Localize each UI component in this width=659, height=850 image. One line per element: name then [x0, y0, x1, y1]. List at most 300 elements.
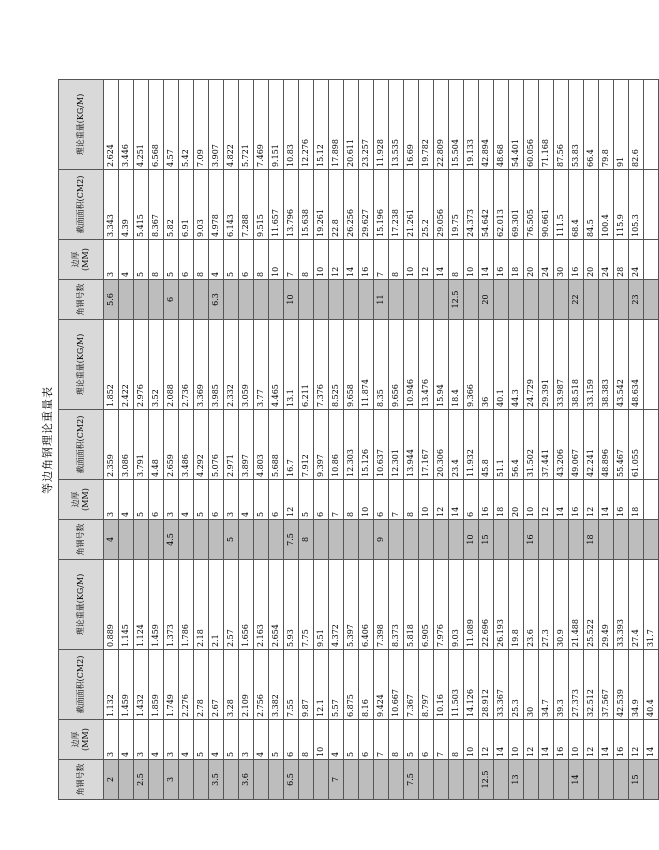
- weight-cell: 21.488: [569, 560, 584, 650]
- area-cell: 56.4: [509, 410, 524, 480]
- weight-cell: 1.373: [164, 560, 179, 650]
- thickness-cell: 5: [224, 240, 239, 280]
- weight-cell: 2.088: [164, 320, 179, 410]
- angle-number-cell: [269, 280, 284, 320]
- table-row: [209, 80, 224, 800]
- angle-number-cell: [434, 760, 449, 800]
- table-row: [299, 80, 314, 800]
- area-cell: 15.196: [374, 170, 389, 240]
- area-cell: 4.292: [194, 410, 209, 480]
- thickness-cell: 5: [404, 720, 419, 760]
- area-cell: 7.288: [239, 170, 254, 240]
- angle-number-cell: 10: [464, 520, 479, 560]
- angle-number-cell: [134, 520, 149, 560]
- weight-cell: 38.383: [599, 320, 614, 410]
- angle-number-cell: 6.3: [209, 280, 224, 320]
- weight-cell: 54.401: [509, 80, 524, 170]
- thickness-cell: 6: [179, 240, 194, 280]
- angle-number-cell: 3.5: [209, 760, 224, 800]
- table-row: [644, 80, 659, 800]
- weight-cell: 2.18: [194, 560, 209, 650]
- thickness-cell: 24: [599, 240, 614, 280]
- thickness-cell: 6: [419, 720, 434, 760]
- thickness-cell: 6: [374, 480, 389, 520]
- area-cell: 2.109: [239, 650, 254, 720]
- thickness-cell: 10: [419, 480, 434, 520]
- area-cell: 4.978: [209, 170, 224, 240]
- weight-cell: 31.7: [644, 560, 659, 650]
- angle-number-cell: [419, 520, 434, 560]
- thickness-cell: 3: [224, 480, 239, 520]
- angle-number-cell: [119, 280, 134, 320]
- area-cell: 14.126: [464, 650, 479, 720]
- angle-number-cell: [584, 280, 599, 320]
- area-cell: 3.897: [239, 410, 254, 480]
- area-cell: 1.459: [119, 650, 134, 720]
- table-row: [539, 80, 554, 800]
- angle-number-cell: [314, 520, 329, 560]
- thickness-cell: 18: [494, 480, 509, 520]
- area-cell: 48.896: [599, 410, 614, 480]
- angle-number-cell: 23: [629, 280, 644, 320]
- angle-number-cell: [344, 280, 359, 320]
- thickness-cell: 10: [464, 720, 479, 760]
- weight-cell: 79.8: [599, 80, 614, 170]
- angle-number-cell: [404, 520, 419, 560]
- angle-number-cell: [269, 520, 284, 560]
- thickness-cell: 10: [509, 720, 524, 760]
- weight-cell: 2.422: [119, 320, 134, 410]
- area-cell: 45.8: [479, 410, 494, 480]
- thickness-cell: 6: [269, 480, 284, 520]
- angle-number-cell: 2: [104, 760, 119, 800]
- thickness-cell: 4: [149, 720, 164, 760]
- weight-cell: 8.525: [329, 320, 344, 410]
- angle-number-cell: [119, 520, 134, 560]
- weight-cell: 4.57: [164, 80, 179, 170]
- angle-number-cell: 4.5: [164, 520, 179, 560]
- weight-cell: 3.985: [209, 320, 224, 410]
- angle-number-cell: [239, 520, 254, 560]
- weight-cell: 2.624: [104, 80, 119, 170]
- area-cell: 20.306: [434, 410, 449, 480]
- weight-cell: 33.159: [584, 320, 599, 410]
- thickness-cell: 7: [389, 480, 404, 520]
- weight-cell: 3.77: [254, 320, 269, 410]
- area-cell: [644, 170, 659, 240]
- area-cell: 3.28: [224, 650, 239, 720]
- weight-cell: 71.168: [539, 80, 554, 170]
- area-cell: 33.367: [494, 650, 509, 720]
- area-cell: 5.076: [209, 410, 224, 480]
- thickness-cell: 6: [284, 720, 299, 760]
- thickness-cell: 8: [254, 240, 269, 280]
- thickness-cell: 7: [374, 720, 389, 760]
- area-cell: 8.797: [419, 650, 434, 720]
- angle-number-cell: 4: [104, 520, 119, 560]
- table-row: [419, 80, 434, 800]
- angle-number-cell: [419, 760, 434, 800]
- weight-cell: 43.542: [614, 320, 629, 410]
- weight-cell: 15.94: [434, 320, 449, 410]
- angle-number-cell: 18: [584, 520, 599, 560]
- angle-number-cell: 15: [629, 760, 644, 800]
- weight-cell: 17.898: [329, 80, 344, 170]
- angle-number-cell: [599, 280, 614, 320]
- angle-number-cell: [419, 280, 434, 320]
- weight-cell: 29.391: [539, 320, 554, 410]
- angle-number-cell: [554, 760, 569, 800]
- table-row: [374, 80, 389, 800]
- column-header: 理论重量(KG/M): [59, 560, 104, 650]
- angle-number-cell: [494, 760, 509, 800]
- weight-cell: 2.332: [224, 320, 239, 410]
- thickness-cell: 12: [419, 240, 434, 280]
- weight-cell: 7.469: [254, 80, 269, 170]
- thickness-cell: 10: [269, 240, 284, 280]
- thickness-cell: 6: [314, 480, 329, 520]
- weight-cell: 7.398: [374, 560, 389, 650]
- table-row: [344, 80, 359, 800]
- thickness-cell: 16: [614, 480, 629, 520]
- area-cell: 2.359: [104, 410, 119, 480]
- weight-cell: 16.69: [404, 80, 419, 170]
- column-header: 角钢号数: [59, 760, 104, 800]
- thickness-cell: 5: [194, 720, 209, 760]
- weight-cell: 9.03: [449, 560, 464, 650]
- angle-number-cell: 11: [374, 280, 389, 320]
- area-cell: 17.167: [419, 410, 434, 480]
- thickness-cell: 5: [194, 480, 209, 520]
- column-header: 截面面积(CM2): [59, 170, 104, 240]
- angle-number-cell: [374, 760, 389, 800]
- weight-cell: 66.4: [584, 80, 599, 170]
- angle-number-cell: [644, 280, 659, 320]
- thickness-cell: 24: [629, 240, 644, 280]
- weight-cell: 4.822: [224, 80, 239, 170]
- area-cell: 7.55: [284, 650, 299, 720]
- thickness-cell: 8: [449, 240, 464, 280]
- area-cell: 61.055: [629, 410, 644, 480]
- angle-number-cell: [254, 520, 269, 560]
- weight-cell: 4.372: [329, 560, 344, 650]
- weight-cell: 5.397: [344, 560, 359, 650]
- angle-number-cell: [404, 280, 419, 320]
- thickness-cell: 20: [509, 480, 524, 520]
- thickness-cell: 12: [629, 720, 644, 760]
- angle-number-cell: [314, 280, 329, 320]
- area-cell: 3.791: [134, 410, 149, 480]
- thickness-cell: 8: [299, 720, 314, 760]
- thickness-cell: 18: [629, 480, 644, 520]
- weight-cell: 11.874: [359, 320, 374, 410]
- angle-number-cell: [554, 280, 569, 320]
- area-cell: 39.3: [554, 650, 569, 720]
- angle-number-cell: [629, 520, 644, 560]
- table-row: [569, 80, 584, 800]
- thickness-cell: 14: [344, 240, 359, 280]
- weight-cell: 91: [614, 80, 629, 170]
- area-cell: 4.48: [149, 410, 164, 480]
- angle-number-cell: [569, 520, 584, 560]
- weight-cell: 33.393: [614, 560, 629, 650]
- thickness-cell: 10: [314, 720, 329, 760]
- area-cell: 24.373: [464, 170, 479, 240]
- area-cell: 2.756: [254, 650, 269, 720]
- area-cell: 1.859: [149, 650, 164, 720]
- angle-number-cell: 8: [299, 520, 314, 560]
- angle-number-cell: [599, 520, 614, 560]
- angle-number-cell: [179, 520, 194, 560]
- thickness-cell: 6: [464, 480, 479, 520]
- thickness-cell: 28: [614, 240, 629, 280]
- area-cell: 15.638: [299, 170, 314, 240]
- thickness-cell: 4: [209, 720, 224, 760]
- area-cell: 10.667: [389, 650, 404, 720]
- thickness-cell: 12: [434, 480, 449, 520]
- weight-cell: 42.894: [479, 80, 494, 170]
- table-row: [404, 80, 419, 800]
- table-row: [614, 80, 629, 800]
- weight-cell: 22.809: [434, 80, 449, 170]
- thickness-cell: 16: [554, 720, 569, 760]
- angle-number-cell: [194, 520, 209, 560]
- weight-cell: 24.729: [524, 320, 539, 410]
- area-cell: 5.82: [164, 170, 179, 240]
- thickness-cell: 3: [164, 720, 179, 760]
- angle-number-cell: [329, 280, 344, 320]
- angle-number-cell: 15: [479, 520, 494, 560]
- weight-cell: [644, 320, 659, 410]
- weight-cell: 11.089: [464, 560, 479, 650]
- weight-cell: 1.459: [149, 560, 164, 650]
- thickness-cell: 12: [479, 720, 494, 760]
- angle-number-cell: [149, 760, 164, 800]
- angle-number-cell: [539, 760, 554, 800]
- thickness-cell: 24: [539, 240, 554, 280]
- weight-cell: 15.12: [314, 80, 329, 170]
- column-header: 角钢号数: [59, 520, 104, 560]
- area-cell: 3.086: [119, 410, 134, 480]
- area-cell: 9.03: [194, 170, 209, 240]
- thickness-cell: [644, 240, 659, 280]
- angle-number-cell: 12.5: [449, 280, 464, 320]
- area-cell: 29.056: [434, 170, 449, 240]
- thickness-cell: 16: [569, 240, 584, 280]
- angle-number-cell: [614, 520, 629, 560]
- thickness-cell: 12: [584, 720, 599, 760]
- table-row: [629, 80, 644, 800]
- weight-cell: 5.721: [239, 80, 254, 170]
- weight-cell: 1.786: [179, 560, 194, 650]
- area-cell: 9.515: [254, 170, 269, 240]
- area-cell: [644, 410, 659, 480]
- area-cell: 40.4: [644, 650, 659, 720]
- area-cell: 1.749: [164, 650, 179, 720]
- thickness-cell: 10: [524, 480, 539, 520]
- table-row: [149, 80, 164, 800]
- area-cell: 25.3: [509, 650, 524, 720]
- thickness-cell: 20: [584, 240, 599, 280]
- weight-cell: 11.928: [374, 80, 389, 170]
- thickness-cell: 6: [209, 480, 224, 520]
- thickness-cell: 5: [134, 240, 149, 280]
- weight-cell: 5.42: [179, 80, 194, 170]
- thickness-cell: 4: [239, 480, 254, 520]
- area-cell: 19.75: [449, 170, 464, 240]
- area-cell: 9.424: [374, 650, 389, 720]
- angle-number-cell: [644, 520, 659, 560]
- area-cell: 43.206: [554, 410, 569, 480]
- area-cell: 5.57: [329, 650, 344, 720]
- weight-cell: 23.6: [524, 560, 539, 650]
- weight-cell: 3.369: [194, 320, 209, 410]
- area-cell: 2.659: [164, 410, 179, 480]
- thickness-cell: 7: [374, 240, 389, 280]
- weight-table-sheet: [38, 80, 655, 800]
- angle-number-cell: [254, 280, 269, 320]
- thickness-cell: 8: [389, 720, 404, 760]
- weight-cell: 5.93: [284, 560, 299, 650]
- angle-number-cell: [299, 760, 314, 800]
- area-cell: 17.238: [389, 170, 404, 240]
- area-cell: 9.87: [299, 650, 314, 720]
- area-cell: 42.539: [614, 650, 629, 720]
- area-cell: 37.441: [539, 410, 554, 480]
- angle-number-cell: [359, 520, 374, 560]
- thickness-cell: 7: [434, 720, 449, 760]
- angle-number-cell: 12.5: [479, 760, 494, 800]
- thickness-cell: 8: [389, 240, 404, 280]
- area-cell: 11.503: [449, 650, 464, 720]
- angle-number-cell: [224, 760, 239, 800]
- table-row: [104, 80, 119, 800]
- angle-number-cell: [119, 760, 134, 800]
- angle-number-cell: [614, 280, 629, 320]
- page-title: 等边角钢理论重量表: [38, 80, 58, 800]
- area-cell: 27.373: [569, 650, 584, 720]
- angle-number-cell: [449, 760, 464, 800]
- thickness-cell: 8: [194, 240, 209, 280]
- area-cell: 3.343: [104, 170, 119, 240]
- area-cell: 37.567: [599, 650, 614, 720]
- column-header: 边厚(MM): [59, 240, 104, 280]
- area-cell: 34.7: [539, 650, 554, 720]
- thickness-cell: 30: [554, 240, 569, 280]
- thickness-cell: 3: [104, 240, 119, 280]
- weight-cell: 10.83: [284, 80, 299, 170]
- table-row: [464, 80, 479, 800]
- area-cell: 12.1: [314, 650, 329, 720]
- weight-cell: 25.522: [584, 560, 599, 650]
- table-row: [239, 80, 254, 800]
- area-cell: 31.502: [524, 410, 539, 480]
- angle-number-cell: [179, 760, 194, 800]
- angle-number-cell: [434, 280, 449, 320]
- weight-cell: 0.889: [104, 560, 119, 650]
- table-row: [224, 80, 239, 800]
- angle-number-cell: [644, 760, 659, 800]
- angle-number-cell: [494, 280, 509, 320]
- weight-cell: 20.611: [344, 80, 359, 170]
- thickness-cell: 16: [569, 480, 584, 520]
- table-row: [359, 80, 374, 800]
- angle-number-cell: 16: [524, 520, 539, 560]
- angle-number-cell: [434, 520, 449, 560]
- weight-cell: 22.696: [479, 560, 494, 650]
- table-row: [119, 80, 134, 800]
- angle-number-cell: [389, 280, 404, 320]
- weight-cell: 7.376: [314, 320, 329, 410]
- thickness-cell: 4: [119, 720, 134, 760]
- area-cell: 15.126: [359, 410, 374, 480]
- area-cell: 10.86: [329, 410, 344, 480]
- area-cell: 2.78: [194, 650, 209, 720]
- weight-cell: 38.518: [569, 320, 584, 410]
- weight-cell: 6.406: [359, 560, 374, 650]
- thickness-cell: 18: [509, 240, 524, 280]
- weight-cell: 44.3: [509, 320, 524, 410]
- angle-number-cell: 20: [479, 280, 494, 320]
- weight-cell: 2.976: [134, 320, 149, 410]
- area-cell: 16.7: [284, 410, 299, 480]
- area-cell: 84.5: [584, 170, 599, 240]
- thickness-cell: 10: [314, 240, 329, 280]
- weight-cell: 19.133: [464, 80, 479, 170]
- thickness-cell: 12: [329, 240, 344, 280]
- angle-number-cell: [194, 760, 209, 800]
- angle-number-cell: [509, 280, 524, 320]
- area-cell: 111.5: [554, 170, 569, 240]
- area-cell: 13.796: [284, 170, 299, 240]
- thickness-cell: 5: [344, 720, 359, 760]
- angle-number-cell: [239, 280, 254, 320]
- angle-number-cell: 22: [569, 280, 584, 320]
- weight-cell: 48.68: [494, 80, 509, 170]
- angle-number-cell: [614, 760, 629, 800]
- angle-number-cell: [584, 760, 599, 800]
- weight-cell: 1.656: [239, 560, 254, 650]
- thickness-cell: 5: [299, 480, 314, 520]
- thickness-cell: 3: [164, 480, 179, 520]
- table-row: [479, 80, 494, 800]
- weight-cell: 87.56: [554, 80, 569, 170]
- thickness-cell: 8: [344, 480, 359, 520]
- table-row: [269, 80, 284, 800]
- area-cell: 42.241: [584, 410, 599, 480]
- thickness-cell: 4: [209, 240, 224, 280]
- area-cell: 5.415: [134, 170, 149, 240]
- thickness-cell: 16: [614, 720, 629, 760]
- weight-cell: 12.276: [299, 80, 314, 170]
- weight-cell: 1.124: [134, 560, 149, 650]
- area-cell: 25.2: [419, 170, 434, 240]
- area-cell: 34.9: [629, 650, 644, 720]
- angle-number-cell: [344, 760, 359, 800]
- weight-cell: 26.193: [494, 560, 509, 650]
- weight-cell: 27.3: [539, 560, 554, 650]
- area-cell: 68.4: [569, 170, 584, 240]
- area-cell: 62.013: [494, 170, 509, 240]
- thickness-cell: 10: [404, 240, 419, 280]
- angle-number-cell: 2.5: [134, 760, 149, 800]
- thickness-cell: 10: [464, 240, 479, 280]
- table-row: [194, 80, 209, 800]
- weight-cell: 2.57: [224, 560, 239, 650]
- thickness-cell: 16: [479, 480, 494, 520]
- weight-cell: 33.987: [554, 320, 569, 410]
- weight-cell: 60.056: [524, 80, 539, 170]
